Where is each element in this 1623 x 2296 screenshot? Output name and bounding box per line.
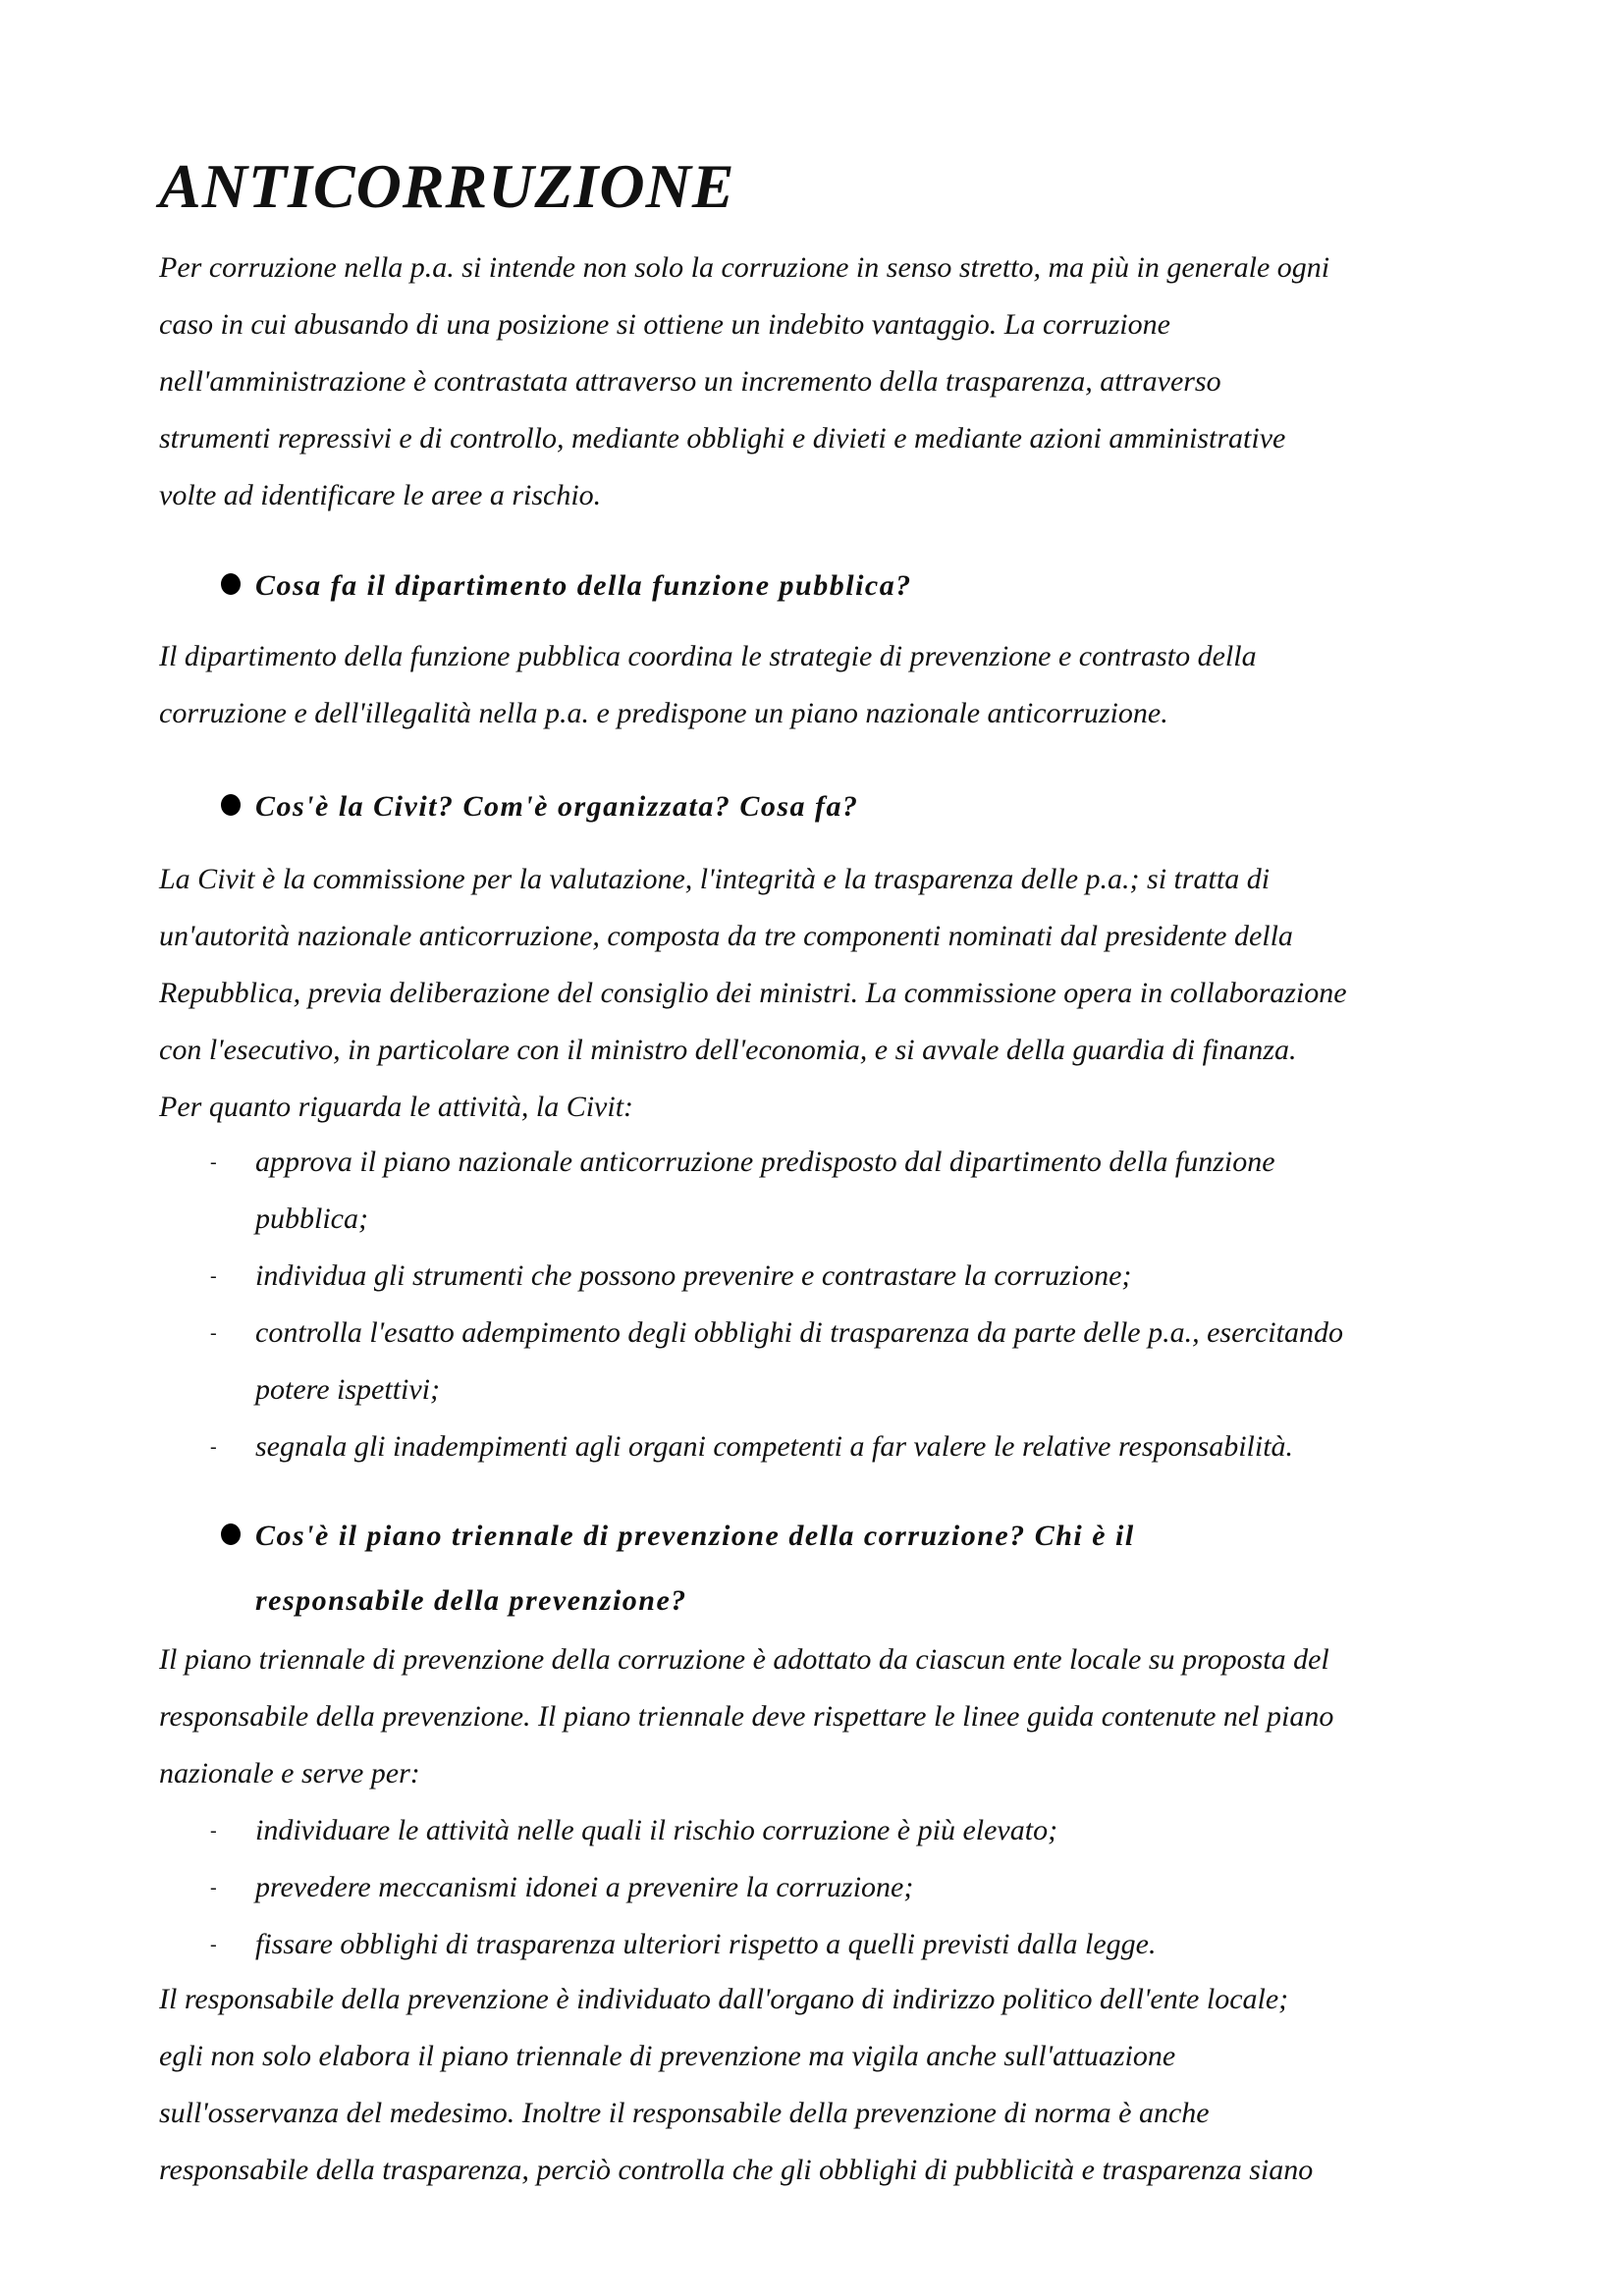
bullet-icon xyxy=(221,794,241,816)
list-item-line: individua gli strumenti che possono prevenire e contrastare la corruzione; xyxy=(255,1259,1132,1292)
paragraph-line: responsabile della trasparenza, perciò controlla che gli obblighi di pubblicità e trasparenza siano xyxy=(159,2154,1314,2186)
heading-line: Cosa fa il dipartimento della funzione pubblica? xyxy=(255,569,912,602)
paragraph-line: volte ad identificare le aree a rischio. xyxy=(159,479,602,511)
list-item-line: controlla l'esatto adempimento degli obblighi di trasparenza da parte delle p.a., esercitando xyxy=(255,1316,1343,1349)
paragraph-line: Il dipartimento della funzione pubblica coordina le strategie di prevenzione e contrasto della xyxy=(159,640,1257,672)
list-item-line: approva il piano nazionale anticorruzione predisposto dal dipartimento della funzione xyxy=(255,1146,1275,1178)
dash-marker: - xyxy=(210,1877,217,1898)
heading-line: Cos'è la Civit? Com'è organizzata? Cosa fa? xyxy=(255,790,859,823)
dash-marker: - xyxy=(210,1820,217,1842)
list-item xyxy=(159,1859,1156,1916)
question-heading xyxy=(221,1504,1135,1633)
paragraph-line: responsabile della prevenzione. Il piano triennale deve rispettare le linee guida contenute nel piano xyxy=(159,1700,1334,1733)
dash-marker: - xyxy=(210,1151,217,1173)
paragraph xyxy=(159,628,1257,742)
list-item-line: prevedere meccanismi idonei a prevenire la corruzione; xyxy=(255,1871,914,1903)
list-item-line: fissare obblighi di trasparenza ulteriori rispetto a quelli previsti dalla legge. xyxy=(255,1928,1157,1960)
paragraph-line: strumenti repressivi e di controllo, mediante obblighi e divieti e mediante azioni amministrative xyxy=(159,422,1286,454)
paragraph xyxy=(159,240,1329,524)
dash-marker: - xyxy=(210,1265,217,1287)
paragraph-line: caso in cui abusando di una posizione si ottiene un indebito vantaggio. La corruzione xyxy=(159,308,1170,341)
paragraph-line: con l'esecutivo, in particolare con il ministro dell'economia, e si avvale della guardia di finanza. xyxy=(159,1034,1297,1066)
dash-marker: - xyxy=(210,1322,217,1344)
list-item xyxy=(159,1802,1156,1859)
question-heading xyxy=(221,774,859,839)
bullet-icon xyxy=(221,1523,241,1545)
paragraph-line: Per corruzione nella p.a. si intende non solo la corruzione in senso stretto, ma più in generale ogni xyxy=(159,251,1330,284)
paragraph-line: corruzione e dell'illegalità nella p.a. e predispone un piano nazionale anticorruzione. xyxy=(159,697,1168,729)
paragraph-line: nell'amministrazione è contrastata attraverso un incremento della trasparenza, attraverso xyxy=(159,365,1221,398)
paragraph-line: Il piano triennale di prevenzione della corruzione è adottato da ciascun ente locale su proposta del xyxy=(159,1643,1329,1676)
dash-list xyxy=(159,1134,1343,1475)
dash-list xyxy=(159,1802,1156,1973)
paragraph-line: Il responsabile della prevenzione è individuato dall'organo di indirizzo politico dell'ente locale; xyxy=(159,1983,1289,2015)
document-title: ANTICORRUZIONE xyxy=(159,151,735,221)
list-item xyxy=(159,1418,1343,1475)
bullet-icon xyxy=(221,573,241,595)
list-item-line: pubblica; xyxy=(255,1202,368,1235)
paragraph-line: Per quanto riguarda le attività, la Civit: xyxy=(159,1091,634,1123)
list-item xyxy=(159,1916,1156,1973)
paragraph-line: egli non solo elabora il piano triennale di prevenzione ma vigila anche sull'attuazione xyxy=(159,2040,1176,2072)
heading-line: responsabile della prevenzione? xyxy=(255,1584,687,1617)
list-item-line: potere ispettivi; xyxy=(255,1373,440,1406)
paragraph xyxy=(159,1631,1333,1802)
dash-marker: - xyxy=(210,1436,217,1458)
paragraph-line: nazionale e serve per: xyxy=(159,1757,420,1789)
list-item xyxy=(159,1134,1343,1248)
heading-line: Cos'è il piano triennale di prevenzione della corruzione? Chi è il xyxy=(255,1520,1135,1552)
list-item-line: individuare le attività nelle quali il rischio corruzione è più elevato; xyxy=(255,1814,1058,1846)
paragraph xyxy=(159,851,1347,1136)
question-heading xyxy=(221,554,912,618)
list-item-line: segnala gli inadempimenti agli organi competenti a far valere le relative responsabilità. xyxy=(255,1430,1294,1463)
paragraph xyxy=(159,1971,1313,2199)
dash-marker: - xyxy=(210,1934,217,1955)
list-item xyxy=(159,1305,1343,1418)
list-item xyxy=(159,1248,1343,1305)
paragraph-line: sull'osservanza del medesimo. Inoltre il responsabile della prevenzione di norma è anche xyxy=(159,2097,1210,2129)
paragraph-line: Repubblica, previa deliberazione del consiglio dei ministri. La commissione opera in collaborazione xyxy=(159,977,1347,1009)
paragraph-line: un'autorità nazionale anticorruzione, composta da tre componenti nominati dal presidente della xyxy=(159,920,1293,952)
paragraph-line: La Civit è la commissione per la valutazione, l'integrità e la trasparenza delle p.a.; si tratta di xyxy=(159,863,1271,895)
